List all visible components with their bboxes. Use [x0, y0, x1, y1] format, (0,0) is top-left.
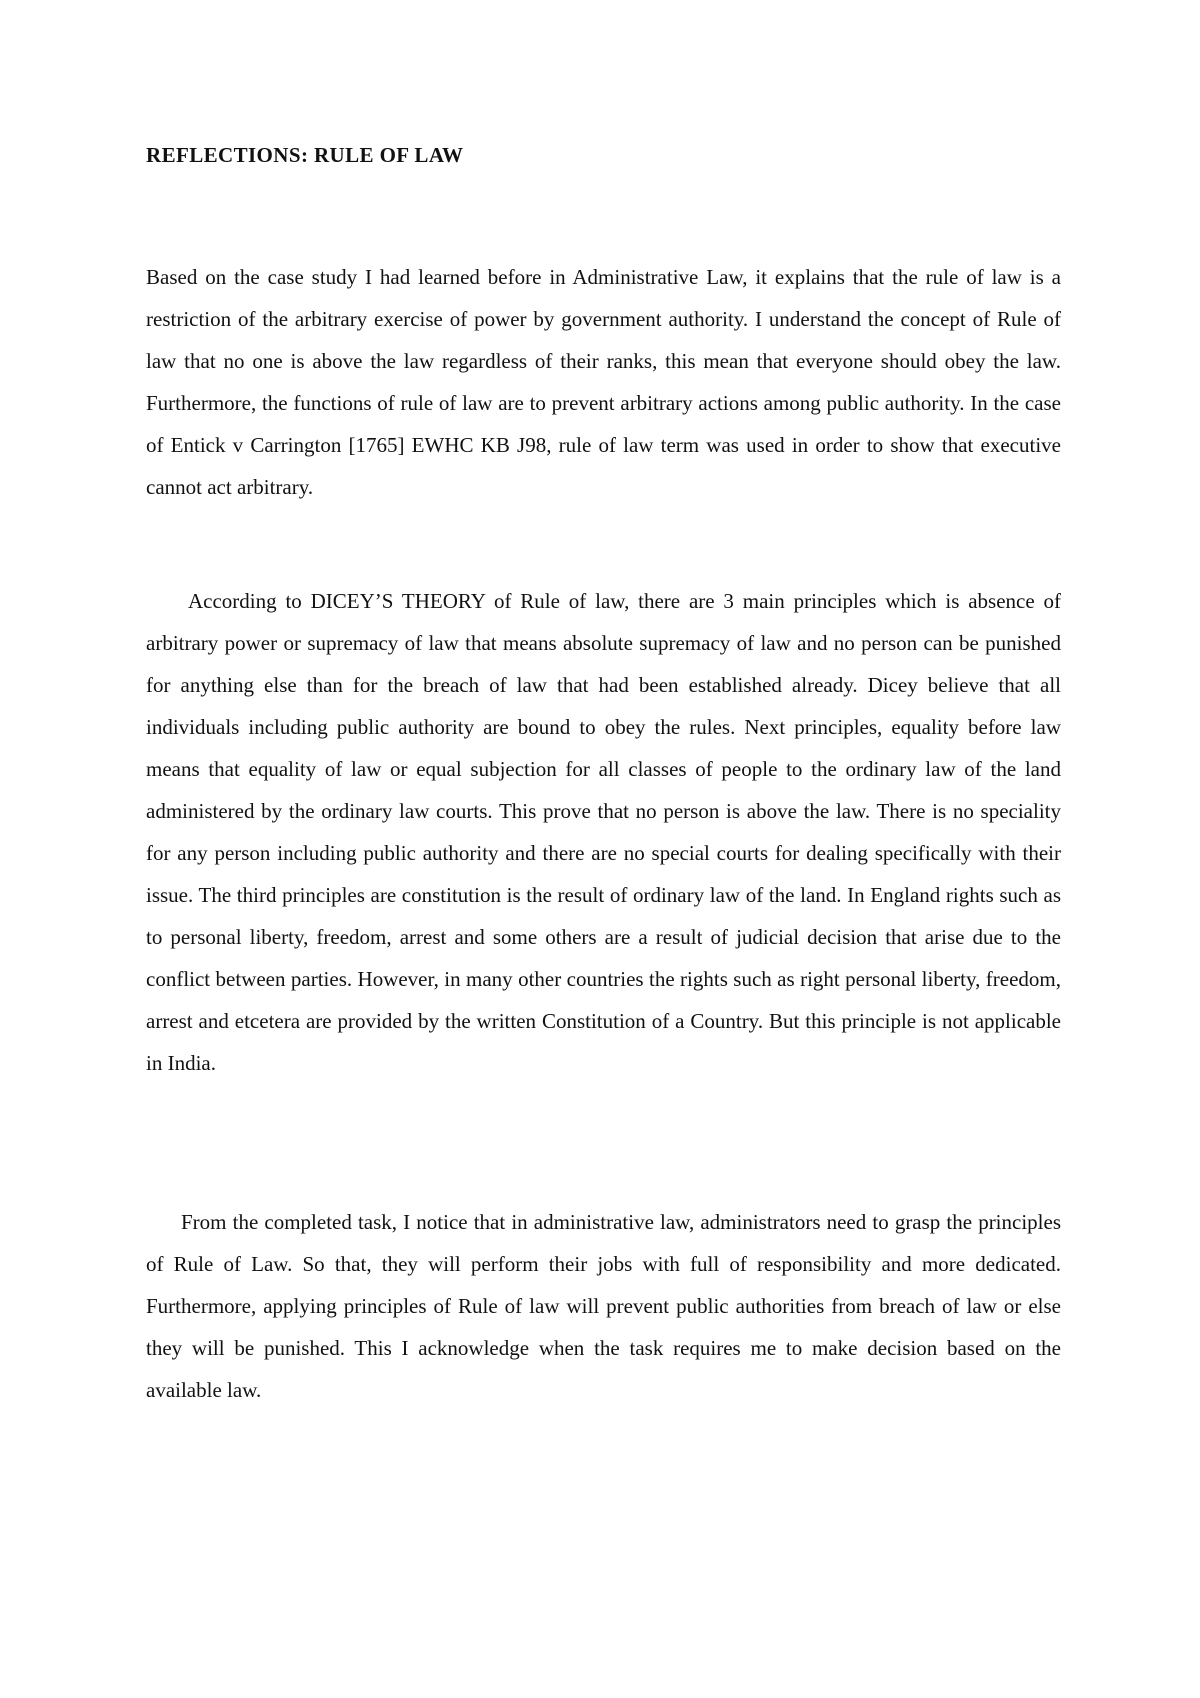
- paragraph-rule-of-law-definition: Based on the case study I had learned before in Administrative Law, it explains that the rule of law is a restriction of the arbitrary exercise of power by government authority. I understand the concept of Rule of law that no one is above the law regardless of their ranks, this mean that everyone should obey the law. Furthermore, the functions of rule of law are to prevent arbitrary actions among public authority. In the case of Entick v Carrington [1765] EWHC KB J98, rule of law term was used in order to show that executive cannot act arbitrary.: [146, 265, 1061, 499]
- document-title: REFLECTIONS: RULE OF LAW: [146, 143, 464, 167]
- paragraph-dicey-theory: According to DICEY’S THEORY of Rule of law, there are 3 main principles which is absence of arbitrary power or supremacy of law that means absolute supremacy of law and no person can be punished for anything else than for the breach of law that had been established already. Dicey believe that all individuals including public authority are bound to obey the rules. Next principles, equality before law means that equality of law or equal subjection for all classes of people to the ordinary law of the land administered by the ordinary law courts. This prove that no person is above the law. There is no speciality for any person including public authority and there are no special courts for dealing specifically with their issue. The third principles are constitution is the result of ordinary law of the land. In England rights such as to personal liberty, freedom, arrest and some others are a result of judicial decision that arise due to the conflict between parties. However, in many other countries the rights such as right personal liberty, freedom, arrest and etcetera are provided by the written Constitution of a Country. But this principle is not applicable in India.: [146, 589, 1061, 1075]
- paragraph-reflection-conclusion: From the completed task, I notice that in administrative law, administrators need to grasp the principles of Rule of Law. So that, they will perform their jobs with full of responsibility and more dedicated. Furthermore, applying principles of Rule of law will prevent public authorities from breach of law or else they will be punished. This I acknowledge when the task requires me to make decision based on the available law.: [146, 1210, 1061, 1402]
